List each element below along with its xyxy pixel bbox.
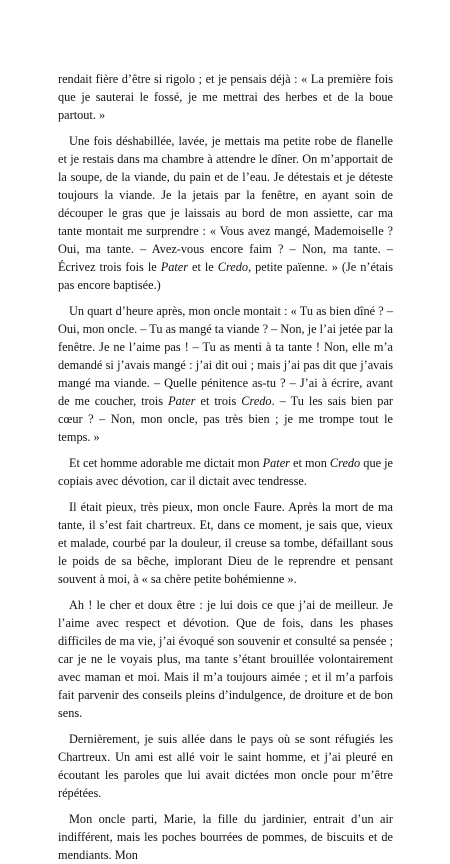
paragraph [58,132,393,294]
italic-text-segment: Pater [160,260,189,274]
paragraph [58,730,393,802]
text-segment: Dernièrement, je suis allée dans le pays où se sont réfugiés les Chartreux. Un ami est allé voir le saint homme, et j’ai pleuré en écoutant les paroles que lui avait dictées mon oncle pour m’être répétées. [58,732,393,800]
text-segment: Et cet homme adorable me dictait mon [69,456,263,470]
paragraph [58,302,393,446]
text-segment: rendait fière d’être si rigolo ; et je pensais déjà : « La première fois que je sauterai le fossé, je me mettrai des herbes et de la boue partout. » [58,72,393,122]
paragraph [58,810,393,864]
paragraph [58,596,393,722]
text-segment: Ah ! le cher et doux être : je lui dois ce que j’ai de meilleur. Je l’aime avec respect et dévotion. Que de fois, dans les phases difficiles de ma vie, j’ai évoqué son souvenir et consulté sa pensée ; car je ne le voyais plus, ma tante s’étant brouillée volontairement avec maman et moi. Mais il m’a toujours aimée ; et il m’a parfois fait parvenir des conseils pleins d’indulgence, de droiture et de bon sens. [58,598,393,720]
italic-text-segment: Credo [329,456,361,470]
text-segment: et trois [195,394,242,408]
text-segment: que je copiais avec dévotion, car il dictait avec tendresse. [58,456,393,488]
text-segment: Mon oncle parti, Marie, la fille du jardinier, entrait d’un air indifférent, mais les poches bourrées de pommes, de biscuits et de mendiants. Mon [58,812,393,862]
paragraph [58,498,393,588]
paragraph [58,454,393,490]
text-segment: Il était pieux, très pieux, mon oncle Faure. Après la mort de ma tante, il s’est fait chartreux. Et, dans ce moment, je sais que, vieux et malade, courbé par la douleur, il creuse sa tombe, défaillant sous le poids de sa bêche, implorant Dieu de le reprendre et pensant souvent à moi, à « sa chère petite bohémienne ». [58,500,393,586]
text-segment: . – Tu les sais bien par cœur ? – Non, mon oncle, pas très bien ; je me trompe tout le temps. » [58,394,393,444]
page-text-body [58,70,393,864]
text-segment: Une fois déshabillée, lavée, je mettais ma petite robe de flanelle et je restais dans ma chambre à attendre le dîner. On m’apportait de la soupe, de la viande, du pain et de l’eau. Je détestais et je déteste toujours la viande. Je la jetais par la fenêtre, en ayant soin de découper le gras que je laissais au bord de mon assiette, car ma tante montait me surprendre : « Vous avez mangé, Mademoiselle ? Oui, ma tante. – Avez-vous encore faim ? – Non, ma tante. – Écrivez trois fois le [58,134,393,274]
italic-text-segment: Pater [168,394,196,408]
text-segment: Un quart d’heure après, mon oncle montait : « Tu as bien dîné ? – Oui, mon oncle. – Tu as mangé ta viande ? – Non, je l’ai jetée par la fenêtre. Je ne l’aime pas ! – Tu as menti à ta tante ! Non, elle m’a demandé si j’avais mangé : j’ai dit oui ; mais j’ai pas dit que j’avais mangé ma viande. – Quelle pénitence as-tu ? – J’ai à écrire, avant de me coucher, trois [58,304,393,408]
text-segment: et le [188,260,218,274]
italic-text-segment: Credo [241,394,272,408]
paragraph [58,70,393,124]
text-segment: et mon [289,456,330,470]
italic-text-segment: Pater [262,456,290,470]
text-segment: , petite païenne. » (Je n’étais pas encore baptisée.) [58,260,393,292]
italic-text-segment: Credo [217,260,249,274]
